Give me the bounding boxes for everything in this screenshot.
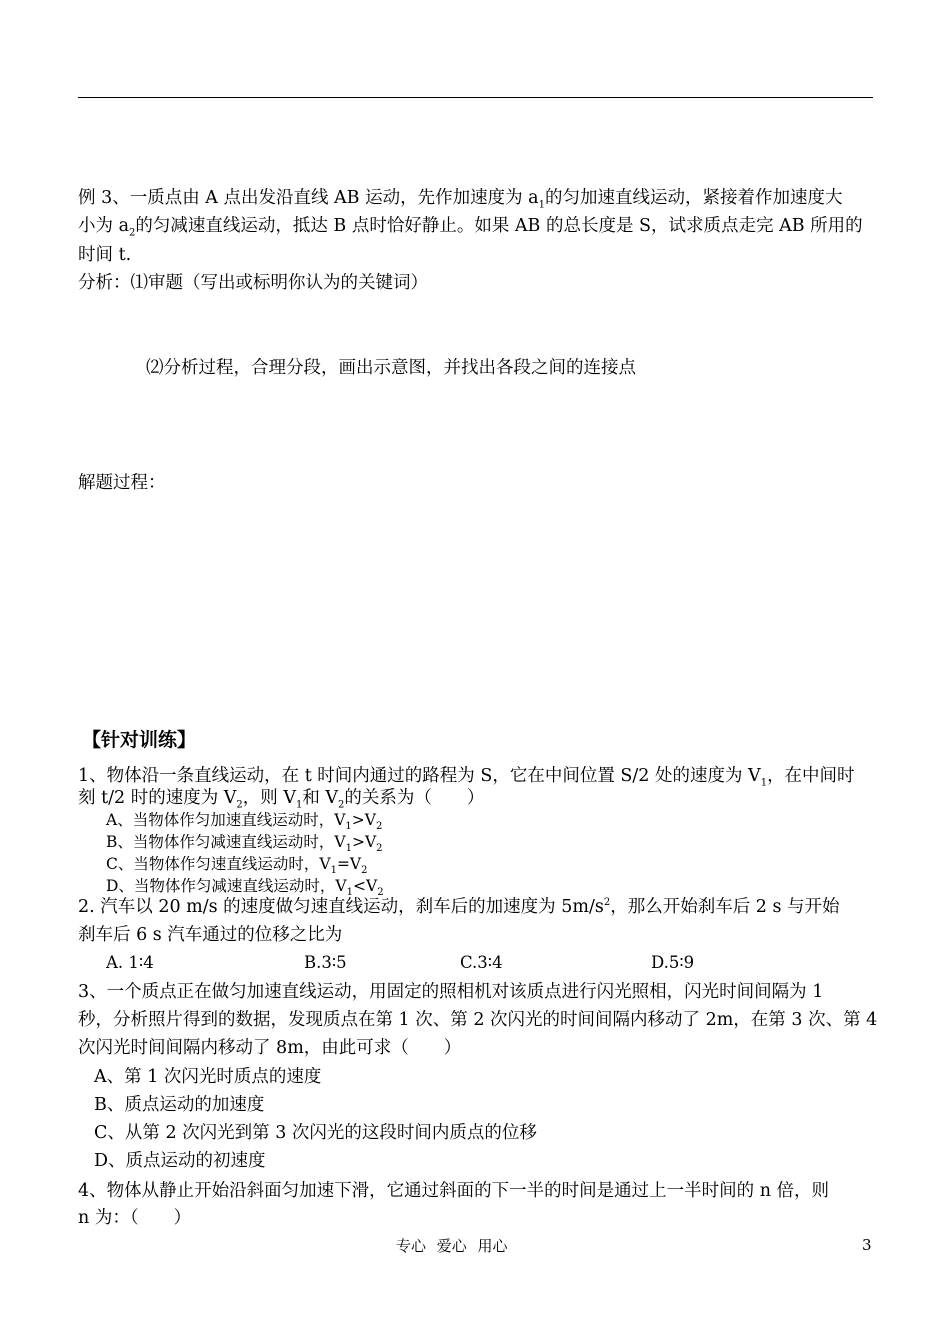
analysis-step2: ⑵分析过程，合理分段，画出示意图，并找出各段之间的连接点 [146,358,636,378]
page-number: 3 [862,1236,872,1254]
header-rule [78,97,873,98]
q2-line2: 刹车后 6 s 汽车通过的位移之比为 [78,925,343,945]
section-heading: 【针对训练】 [82,729,197,751]
analysis-step1: 分析：⑴审题（写出或标明你认为的关键词） [78,273,428,293]
q3-line3: 次闪光时间间隔内移动了 8m，由此可求（ ） [78,1038,462,1058]
solution-label: 解题过程： [78,473,166,493]
example3-line1: 例 3、一质点由 A 点出发沿直线 AB 运动，先作加速度为 $a_1$的匀加速直线运动，紧接着作加速度大 [78,188,843,211]
q3-line2: 秒，分析照片得到的数据，发现质点在第 1 次、第 2 次闪光的时间间隔内移动了 2m，在第 3 次、第 4 [78,1010,878,1030]
q2-option-d: D.5∶9 [651,953,695,972]
q3-option-a: A、第 1 次闪光时质点的速度 [94,1067,322,1087]
example3-line3: 时间 t. [78,245,132,265]
q4-line1: 4、物体从静止开始沿斜面匀加速下滑，它通过斜面的下一半的时间是通过上一半时间的 n 倍，则 [78,1181,830,1201]
q1-line2: 刻 t/2 时的速度为 $V_2$，则 $V_1$和 $V_2$的关系为（ ） [78,788,485,811]
q2-option-b: B.3∶5 [304,953,347,972]
q1-option-a: A、当物体作匀加速直线运动时，$V_1>V_2$ [106,811,383,833]
q3-line1: 3、一个质点正在做匀加速直线运动，用固定的照相机对该质点进行闪光照相，闪光时间间隔为 1 [78,982,824,1002]
q1-option-b: B、当物体作匀减速直线运动时，$V_1>V_2$ [106,833,383,855]
q2-option-a: A. 1∶4 [106,953,154,972]
q1-option-d: D、当物体作匀减速直线运动时，$V_1<V_2$ [106,877,384,899]
footer-motto: 专心 爱心 用心 [396,1237,508,1255]
q1-option-c: C、当物体作匀速直线运动时，$V_1=V_2$ [106,855,368,877]
q4-line2: n 为：（ ） [78,1208,192,1228]
q3-option-b: B、质点运动的加速度 [94,1095,265,1115]
example3-line2: 小为 $a_2$的匀减速直线运动，抵达 B 点时恰好静止。如果 AB 的总长度是 S，试求质点走完 AB 所用的 [78,216,863,239]
q3-option-c: C、从第 2 次闪光到第 3 次闪光的这段时间内质点的位移 [94,1123,537,1143]
q2-option-c: C.3∶4 [460,953,503,972]
q2-line1: 2. 汽车以 20 m/s 的速度做匀速直线运动，刹车后的加速度为 $5m/s^2$，那么开始刹车后 2 s 与开始 [78,897,840,917]
q3-option-d: D、质点运动的初速度 [94,1151,266,1171]
q1-line1: 1、物体沿一条直线运动，在 t 时间内通过的路程为 S，它在中间位置 S/2 处的速度为 $V_1$，在中间时 [78,766,855,789]
